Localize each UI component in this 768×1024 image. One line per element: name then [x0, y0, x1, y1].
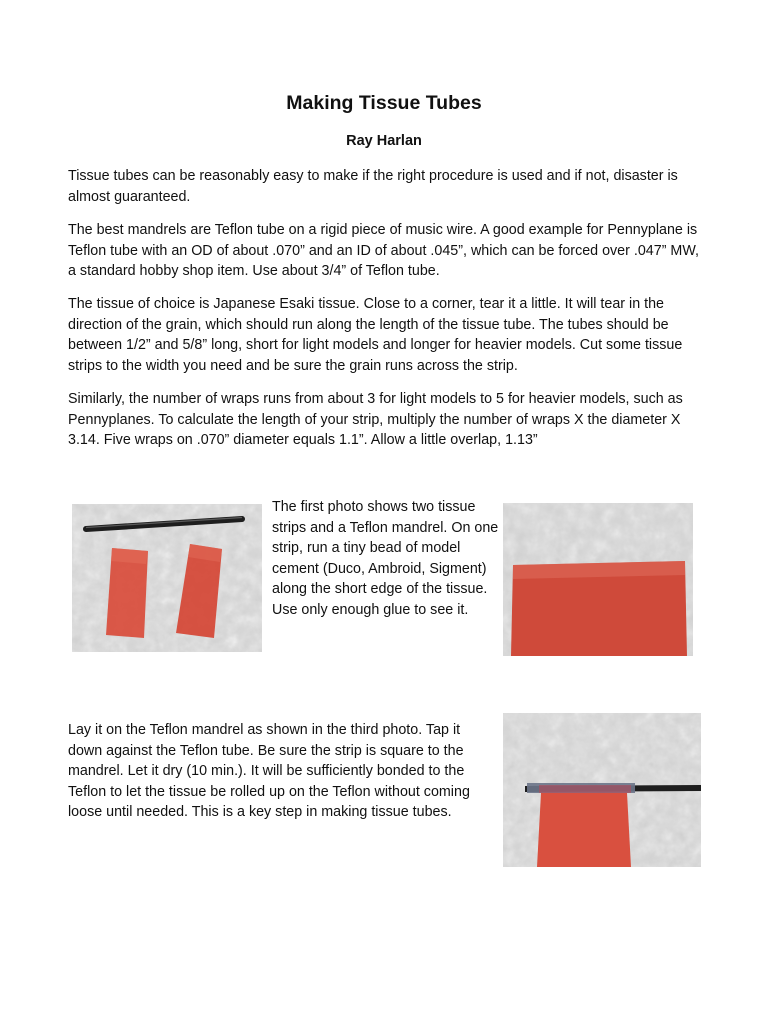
paragraph-wraps: Similarly, the number of wraps runs from about 3 for light models to 5 for heavier models, such as Pennyplanes. To calculate the length of your strip, multiply the number of wraps X the diameter X 3.14. Five wraps on .070” diameter equals 1.1”. Allow a little overlap, 1.13”: [68, 391, 683, 448]
photo-tissue-on-mandrel: [503, 713, 701, 867]
photo-tissue-closeup: [503, 503, 693, 656]
photo-tissue-strips-and-mandrel: [72, 504, 262, 652]
paragraph-mandrels: The best mandrels are Teflon tube on a rigid piece of music wire. A good example for Pennyplane is Teflon tube with an OD of about .070” and an ID of about .045”, which can be forced over .047” MW, a standard hobby shop item. Use about 3/4” of Teflon tube.: [68, 222, 700, 279]
photo-caption-second: Lay it on the Teflon mandrel as shown in the third photo. Tap it down against the Teflon tube. Be sure the strip is square to the mandrel. Let it dry (10 min.). It will be sufficiently bonded to the Teflon to let the tissue be rolled up on the Teflon without coming loose until needed. This is a key step in making tissue tubes.: [68, 722, 470, 820]
author-name: Ray Harlan: [346, 133, 422, 149]
paragraph-intro: Tissue tubes can be reasonably easy to make if the right procedure is used and if not, disaster is almost guaranteed.: [68, 168, 678, 205]
page-title: Making Tissue Tubes: [286, 92, 482, 114]
photo-caption-first: The first photo shows two tissue strips and a Teflon mandrel. On one strip, run a tiny bead of model cement (Duco, Ambroid, Sigment) along the short edge of the tissue. Use only enough glue to see it.: [272, 499, 499, 618]
paragraph-tissue: The tissue of choice is Japanese Esaki tissue. Close to a corner, tear it a little. It will tear in the direction of the grain, which should run along the length of the tissue tube. The tubes should be between 1/2” and 5/8” long, short for light models and longer for heavier models. Cut some tissue strips to the width you need and be sure the grain runs across the strip.: [68, 296, 683, 374]
